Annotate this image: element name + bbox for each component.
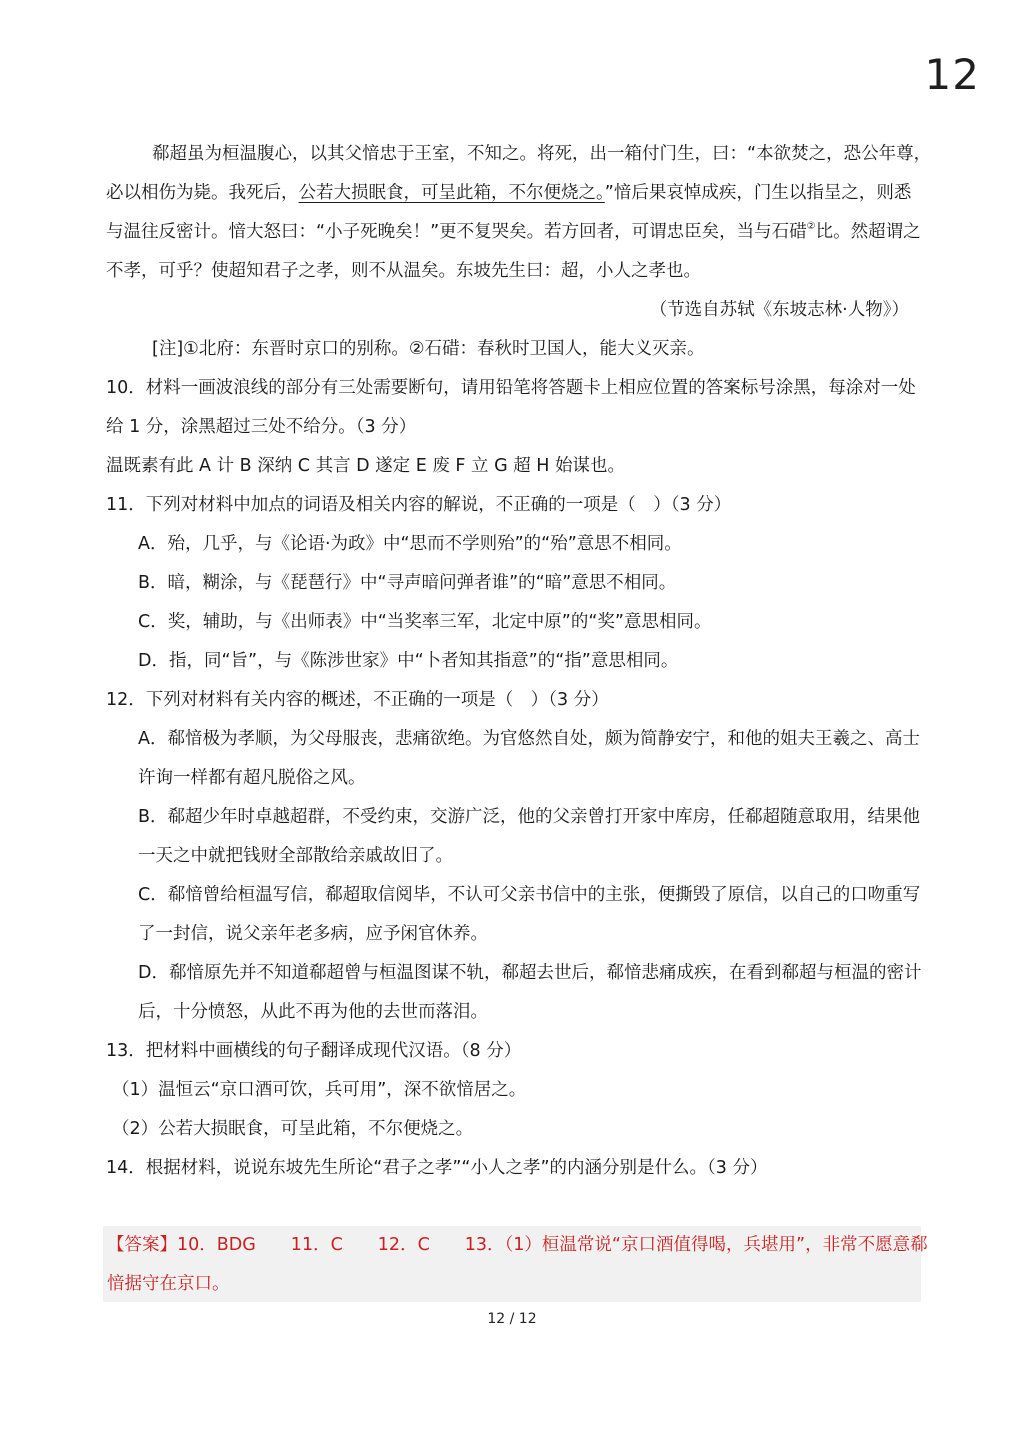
option-11-b: B．暗，糊涂，与《琵琶行》中“寻声暗问弹者谁”的“暗”意思不相同。 [138,573,677,593]
answer-line: 愔据守在京口。 [107,1274,230,1294]
source-citation: （节选自苏轼《东坡志林·人物》） [649,300,909,320]
option-12-c-cont: 了一封信，说父亲年老多病，应予闲官休养。 [138,924,488,944]
question-11: 11．下列对材料中加点的词语及相关内容的解说，不正确的一项是（ ）（3 分） [106,495,732,515]
option-12-a: A．郗愔极为孝顺，为父母服丧，悲痛欲绝。为官悠然自处，颇为简静安宁，和他的姐夫王羲之、高士 [138,729,920,749]
passage-text: 必以相伤为毙。我死后， [106,183,299,203]
option-12-c: C．郗愔曾给桓温写信，郗超取信阅毕，不认可父亲书信中的主张，便撕毁了原信，以自己的口吻重写 [138,885,921,905]
question-10: 10．材料一画波浪线的部分有三处需要断句，请用铅笔将答题卡上相应位置的答案标号涂黑，每涂对一处 [106,378,916,398]
passage-line: 不孝，可乎？使超知君子之孝，则不从温矣。东坡先生曰：超，小人之孝也。 [106,261,701,281]
question-14: 14．根据材料，说说东坡先生所论“君子之孝”“小人之孝”的内涵分别是什么。（3 分） [106,1158,768,1178]
option-12-d-cont: 后，十分愤怒，从此不再为他的去世而落泪。 [138,1002,488,1022]
question-12: 12．下列对材料有关内容的概述，不正确的一项是（ ）（3 分） [106,690,609,710]
option-12-d: D．郗愔原先并不知道郗超曾与桓温图谋不轨，郗超去世后，郗愔悲痛成疾，在看到郗超与桓温的密计 [138,963,922,983]
underlined-sentence: 公若大损眠食，可呈此箱，不尔便烧之。 [298,183,605,203]
question-10-text: 温既素有此 A 计 B 深纳 C 其言 D 遂定 E 废 F 立 G 超 H 始谋也。 [106,456,626,476]
passage-text: 与温往反密计。愔大怒曰：“小子死晚矣！”更不复哭矣。若方回者，可谓忠臣矣，当与石碏 [106,222,807,242]
passage-line: 郗超虽为桓温腹心，以其父愔忠于王室，不知之。将死，出一箱付门生，曰：“本欲焚之，恐公年尊， [152,144,932,164]
question-10-cont: 给 1 分，涂黑超过三处不给分。（3 分） [106,417,417,437]
page-footer: 12 / 12 [487,1311,537,1327]
option-12-b: B．郗超少年时卓越超群，不受约束，交游广泛，他的父亲曾打开家中库房，任郗超随意取用，结果他 [138,807,921,827]
passage-line [106,213,921,252]
option-11-a: A．殆，几乎，与《论语·为政》中“思而不学则殆”的“殆”意思不相同。 [138,534,682,554]
page-number-label: 12 [924,50,980,99]
document-body [106,135,932,1188]
question-13: 13．把材料中画横线的句子翻译成现代汉语。（8 分） [106,1041,522,1061]
passage-line [106,174,921,213]
option-11-c: C．奖，辅助，与《出师表》中“当奖率三军，北定中原”的“奖”意思相同。 [138,612,712,632]
answer-line: 【答案】10．BDG 11．C 12．C 13．（1）桓温常说“京口酒值得喝，兵堪用”，非常不愿意郗 [107,1235,928,1255]
passage-text: 比。然超谓之 [815,222,921,242]
footnote-marker: ② [806,221,816,232]
option-12-a-cont: 许询一样都有超凡脱俗之风。 [138,768,366,788]
answer-box [103,1226,928,1302]
question-13-part-2: （2）公若大损眠食，可呈此箱，不尔便烧之。 [112,1119,474,1139]
passage-text: ”愔后果哀悼成疾，门生以指呈之，则悉 [604,183,912,203]
question-13-part-1: （1）温恒云“京口酒可饮，兵可用”，深不欲愔居之。 [112,1080,527,1100]
option-11-d: D．指，同“旨”，与《陈涉世家》中“卜者知其指意”的“指”意思相同。 [138,651,679,671]
option-12-b-cont: 一天之中就把钱财全部散给亲戚故旧了。 [138,846,453,866]
annotation-note: [注]①北府：东晋时京口的别称。②石碏：春秋时卫国人，能大义灭亲。 [152,339,705,359]
